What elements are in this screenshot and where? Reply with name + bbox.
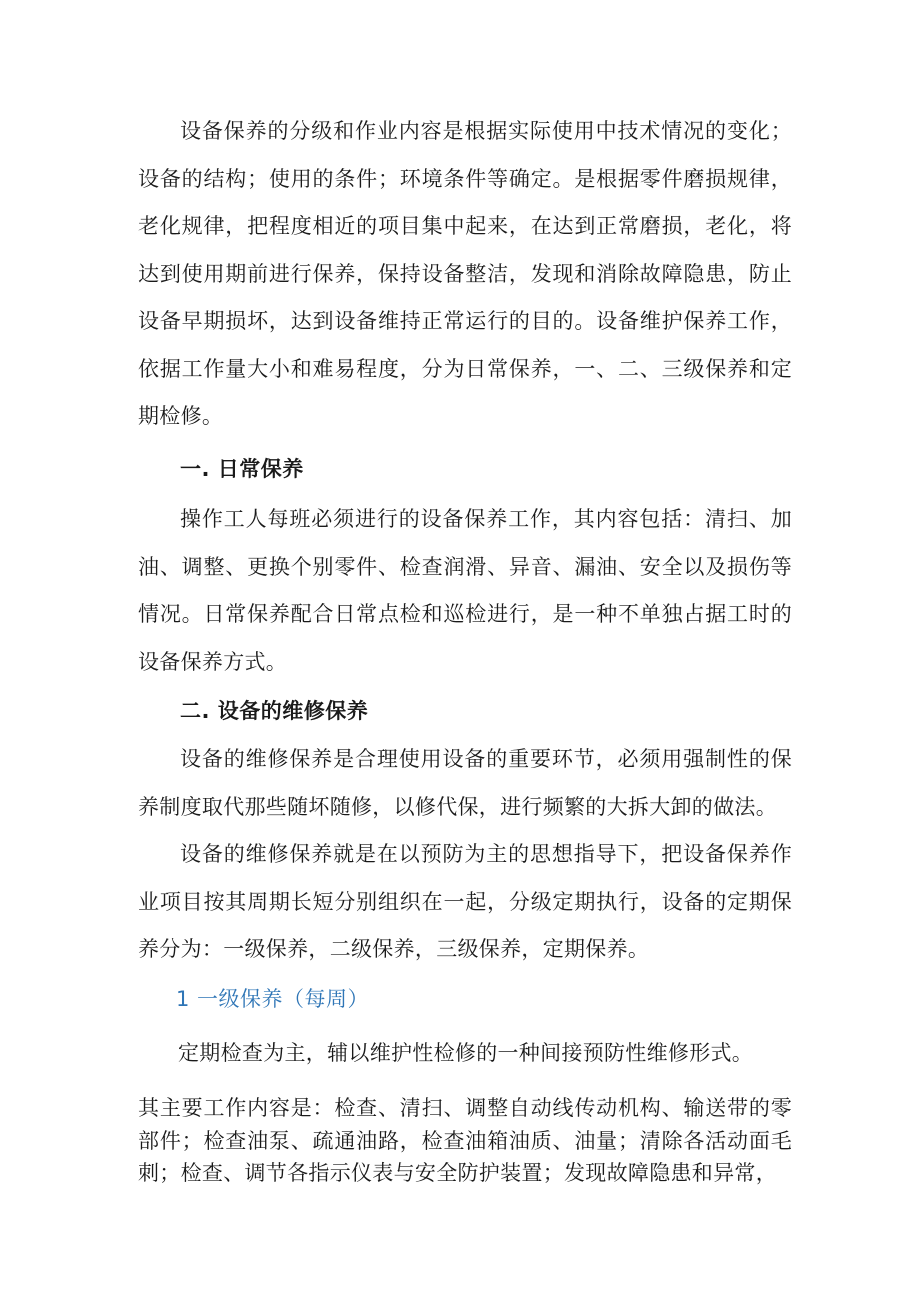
intro-paragraph: 设备保养的分级和作业内容是根据实际使用中技术情况的变化；设备的结构；使用的条件；环境条件等确定。是根据零件磨损规律，老化规律，把程度相近的项目集中起来，在达到正常磨损，老化，将达到使用期前进行保养，保持设备整洁，发现和消除故障隐患，防止设备早期损坏，达到设备维持正常运行的目的。设备维护保养工作，依据工作量大小和难易程度，分为日常保养，一、二、三级保养和定期检修。	[138, 119, 792, 428]
subsection-heading-level1-maintenance: 1 一级保养（每周）	[176, 987, 370, 1011]
section-heading-daily-maintenance: 一. 日常保养	[180, 457, 304, 481]
section-heading-repair-maintenance: 二. 设备的维修保养	[180, 699, 369, 723]
level1-maintenance-content: 其主要工作内容是：检查、清扫、调整自动线传动机构、输送带的零部件；检查油泵、疏通油路，检查油箱油质、油量；清除各活动面毛刺；检查、调节各指示仪表与安全防护装置；发现故障隐患和异常，	[138, 1096, 792, 1185]
repair-maintenance-paragraph-2: 设备的维修保养就是在以预防为主的思想指导下，把设备保养作业项目按其周期长短分别组织在一起，分级定期执行，设备的定期保养分为：一级保养，二级保养，三级保养，定期保养。	[138, 842, 792, 961]
repair-maintenance-paragraph-1: 设备的维修保养是合理使用设备的重要环节，必须用强制性的保养制度取代那些随坏随修，以修代保，进行频繁的大拆大卸的做法。	[138, 747, 792, 819]
daily-maintenance-paragraph: 操作工人每班必须进行的设备保养工作，其内容包括：清扫、加油、调整、更换个别零件、检查润滑、异音、漏油、安全以及损伤等情况。日常保养配合日常点检和巡检进行，是一种不单独占据工时的设备保养方式。	[138, 507, 792, 674]
level1-maintenance-summary: 定期检查为主，辅以维护性检修的一种间接预防性维修形式。	[178, 1041, 754, 1065]
